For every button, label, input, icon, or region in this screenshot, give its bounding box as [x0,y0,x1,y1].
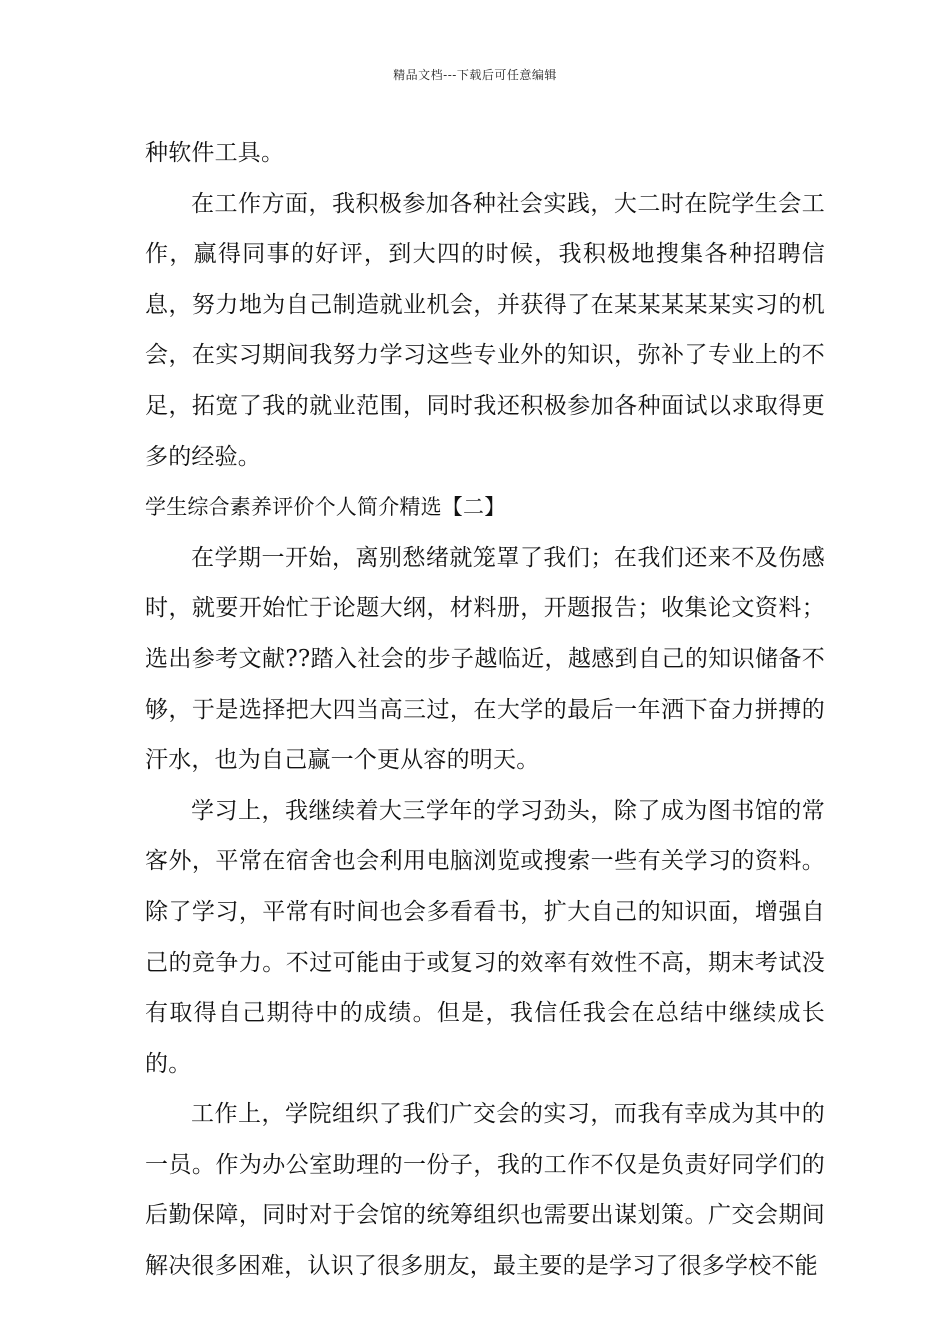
paragraph-continuation: 种软件工具。 [145,140,285,166]
paragraph-work: 工作上，学院组织了我们广交会的实习，而我有幸成为其中的一员。作为办公室助理的一份子，我的工作不仅是负责好同学们的后勤保障，同时对于会馆的统筹组织也需要出谋划策。广交会期间解决很多困难，认识了很多朋友，最主要的是学习了很多学校不能 [145,1101,825,1280]
page-header: 精品文档---下载后可任意编辑 [393,68,557,82]
paragraph-study: 学习上，我继续着大三学年的学习劲头，除了成为图书馆的常客外，平常在宿舍也会利用电脑浏览或搜索一些有关学习的资料。除了学习，平常有时间也会多看看书，扩大自己的知识面，增强自己的竞争力。不过可能由于或复习的效率有效性不高，期末考试没有取得自己期待中的成绩。但是，我信任我会在总结中继续成长的。 [145,797,825,1077]
document-body [145,128,825,1292]
paragraph-semester-start: 在学期一开始，离别愁绪就笼罩了我们；在我们还来不及伤感时，就要开始忙于论题大纲，材料册，开题报告；收集论文资料；选出参考文献??踏入社会的步子越临近，越感到自己的知识储备不够，于是选择把大四当高三过，在大学的最后一年洒下奋力拼搏的汗水，也为自己赢一个更从容的明天。 [145,544,825,774]
section-title: 学生综合素养评价个人简介精选【二】 [145,495,506,520]
paragraph-work-experience: 在工作方面，我积极参加各种社会实践，大二时在院学生会工作，赢得同事的好评，到大四的时候，我积极地搜集各种招聘信息，努力地为自己制造就业机会，并获得了在某某某某某实习的机会，在实习期间我努力学习这些专业外的知识，弥补了专业上的不足，拓宽了我的就业范围，同时我还积极参加各种面试以求取得更多的经验。 [145,190,825,470]
